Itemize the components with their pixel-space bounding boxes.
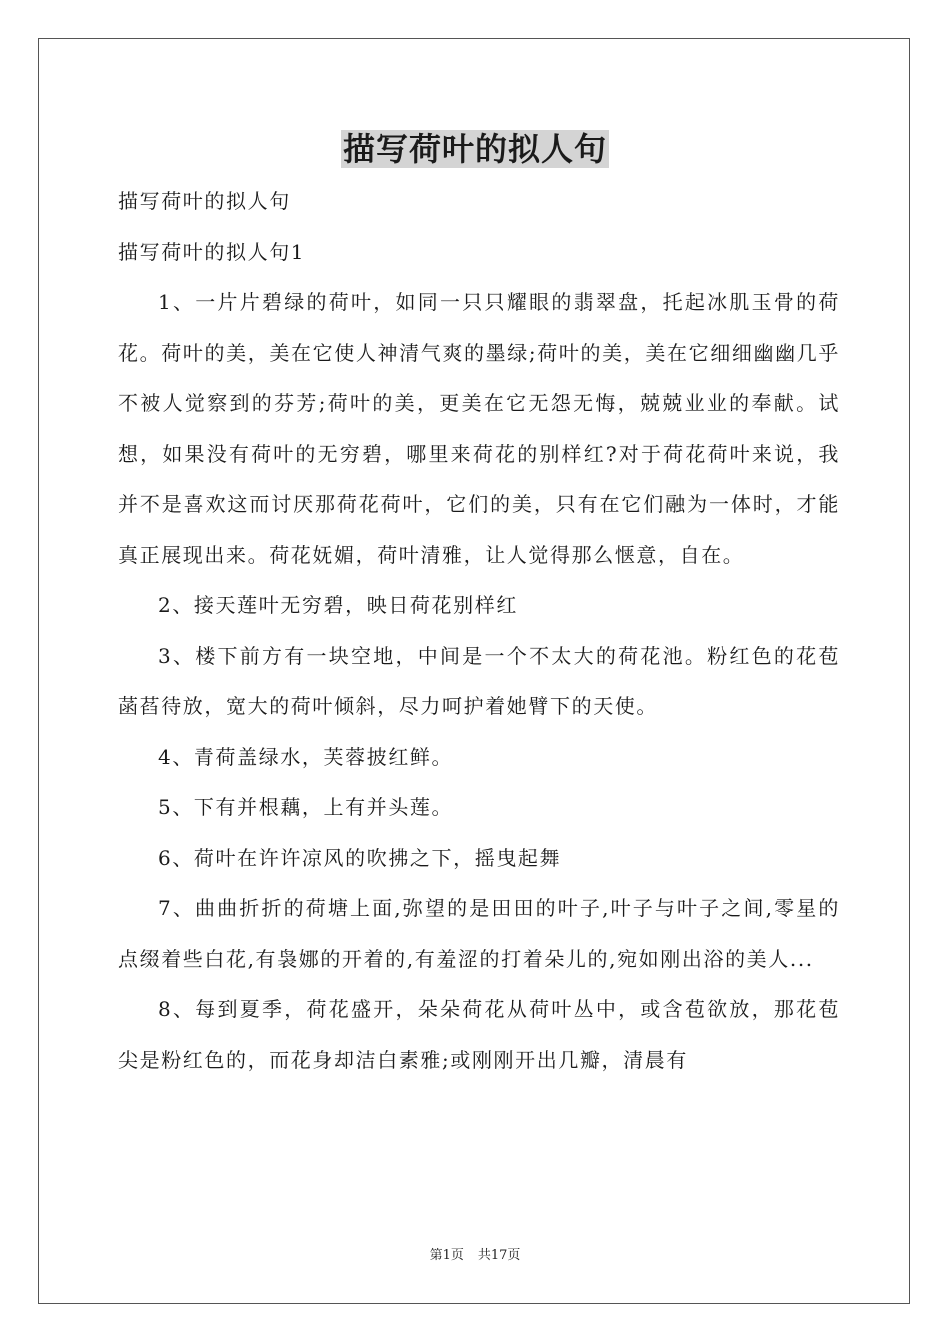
document-title-text: 描写荷叶的拟人句: [342, 130, 607, 168]
paragraph-2: 2、接天莲叶无穷碧，映日荷花别样红: [158, 593, 518, 617]
document-body: [118, 176, 840, 1085]
document-subtitle: 描写荷叶的拟人句: [118, 189, 291, 213]
paragraph-6: 6、荷叶在许许凉风的吹拂之下，摇曳起舞: [158, 845, 562, 870]
page-number-current: 第1页: [429, 1248, 464, 1263]
document-title: [0, 126, 950, 172]
page-footer: [0, 1246, 950, 1266]
section-heading: 描写荷叶的拟人句1: [118, 239, 306, 264]
paragraph-3: 3、楼下前方有一块空地，中间是一个不太大的荷花池。粉红色的花苞菡萏待放，宽大的荷叶倾斜，尽力呵护着她臂下的天使。: [118, 643, 840, 718]
paragraph-4: 4、青荷盖绿水，芙蓉披红鲜。: [158, 744, 454, 769]
paragraph-7: 7、曲曲折折的荷塘上面,弥望的是田田的叶子,叶子与叶子之间,零星的点缀着些白花,有袅娜的开着的,有羞涩的打着朵儿的,宛如刚出浴的美人...: [118, 896, 840, 971]
paragraph-8: 8、每到夏季，荷花盛开，朵朵荷花从荷叶丛中，或含苞欲放，那花苞尖是粉红色的，而花身却洁白素雅;或刚刚开出几瓣，清晨有: [118, 997, 840, 1072]
page-number-total: 共17页: [477, 1248, 521, 1263]
paragraph-1: 1、一片片碧绿的荷叶，如同一只只耀眼的翡翠盘，托起冰肌玉骨的荷花。荷叶的美，美在它使人神清气爽的墨绿;荷叶的美，美在它细细幽幽几乎不被人觉察到的芬芳;荷叶的美，更美在它无怨无悔，兢兢业业的奉献。试想，如果没有荷叶的无穷碧，哪里来荷花的别样红?对于荷花荷叶来说，我并不是喜欢这而讨厌那荷花荷叶，它们的美，只有在它们融为一体时，才能真正展现出来。荷花妩媚，荷叶清雅，让人觉得那么惬意，自在。: [118, 290, 840, 567]
paragraph-5: 5、下有并根藕，上有并头莲。: [158, 795, 454, 819]
